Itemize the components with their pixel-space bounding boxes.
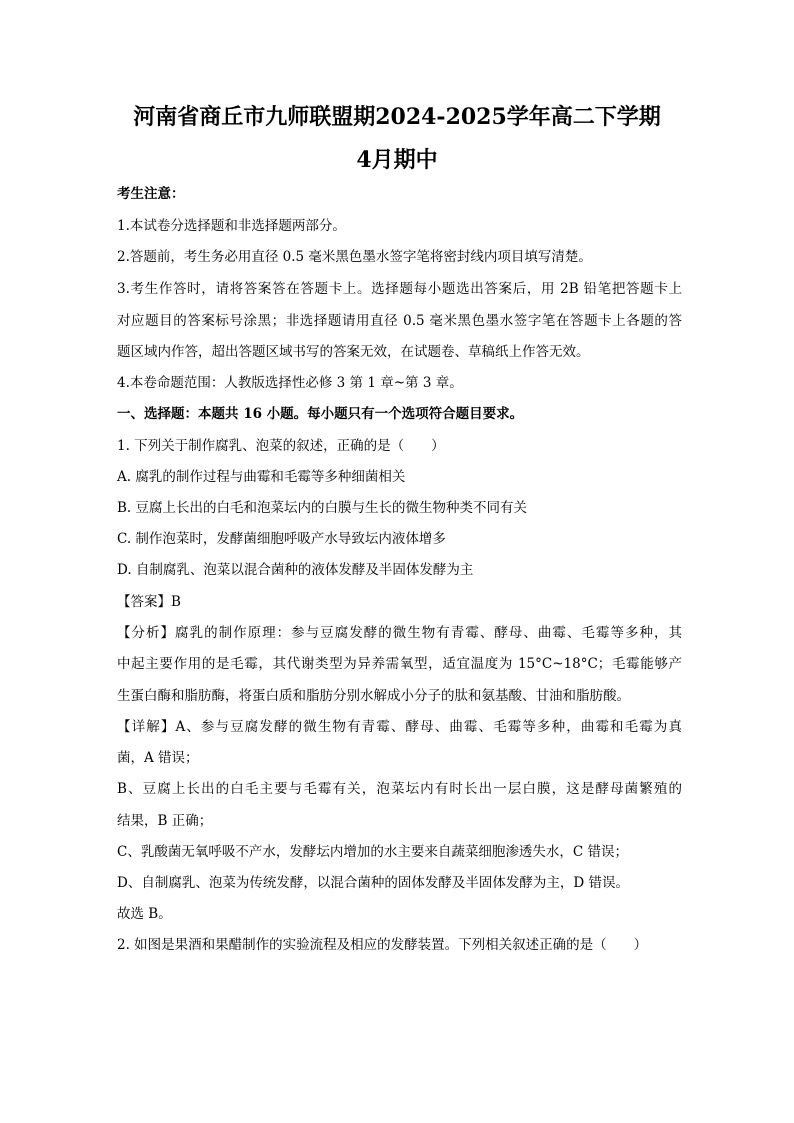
question-1-option-b: B. 豆腐上长出的白毛和泡菜坛内的白膜与生长的微生物种类不同有关 — [117, 500, 528, 516]
question-1-detail-line-1: 【详解】A、参与豆腐发酵的微生物有青霉、酵母、曲霉、毛霉等多种，曲霉和毛霉为真 — [117, 719, 682, 735]
section-1-heading: 一、选择题：本题共 16 小题。每小题只有一个选项符合题目要求。 — [117, 406, 524, 422]
notice-item-3-line-1: 3.考生作答时，请将答案答在答题卡上。选择题每小题选出答案后，用 2B 铅笔把答题卡上 — [117, 281, 682, 297]
question-1-option-d: D. 自制腐乳、泡菜以混合菌种的液体发酵及半固体发酵为主 — [117, 562, 474, 578]
question-1-detail-line-5: C、乳酸菌无氧呼吸不产水，发酵坛内增加的水主要来自蔬菜细胞渗透失水，C 错误； — [117, 844, 628, 860]
question-1-option-a: A. 腐乳的制作过程与曲霉和毛霉等多种细菌相关 — [117, 469, 406, 485]
notice-item-3-line-3: 题区域内作答，超出答题区域书写的答案无效，在试题卷、草稿纸上作答无效。 — [117, 344, 590, 360]
question-1-option-c: C. 制作泡菜时，发酵菌细胞呼吸产水导致坛内液体增多 — [117, 531, 446, 547]
notice-heading: 考生注意： — [117, 186, 185, 202]
question-1-analysis-line-3: 生蛋白酶和脂肪酶，将蛋白质和脂肪分别水解成小分子的肽和氨基酸、甘油和脂肪酸。 — [117, 688, 630, 704]
question-1-detail-line-2: 菌，A 错误； — [117, 750, 199, 766]
question-1-answer: 【答案】B — [117, 594, 181, 610]
notice-item-1: 1.本试卷分选择题和非选择题两部分。 — [117, 218, 346, 234]
question-1-detail-line-3: B、豆腐上长出的白毛主要与毛霉有关，泡菜坛内有时长出一层白膜，这是酵母菌繁殖的 — [117, 781, 682, 797]
question-1-analysis-line-1: 【分析】腐乳的制作原理：参与豆腐发酵的微生物有青霉、酵母、曲霉、毛霉等多种，其 — [117, 625, 682, 641]
question-1-conclusion: 故选 B。 — [117, 906, 172, 922]
notice-item-3-line-2: 对应题目的答案标号涂黑；非选择题请用直径 0.5 毫米黑色墨水签字笔在答题卡上各题的答 — [117, 313, 682, 329]
question-1-analysis-line-2: 中起主要作用的是毛霉，其代谢类型为异养需氧型，适宜温度为 15°C~18°C；毛霉能够产 — [117, 656, 682, 672]
question-1-stem: 1. 下列关于制作腐乳、泡菜的叙述，正确的是（ ） — [117, 438, 445, 454]
question-1-detail-line-4: 结果，B 正确； — [117, 813, 213, 829]
exam-title-line-1: 河南省商丘市九师联盟期2024-2025学年高二下学期 — [133, 104, 661, 130]
question-1-detail-line-6: D、自制腐乳、泡菜为传统发酵，以混合菌种的固体发酵及半固体发酵为主，D 错误。 — [117, 875, 629, 891]
notice-item-2: 2.答题前，考生务必用直径 0.5 毫米黑色墨水签字笔将密封线内项目填写清楚。 — [117, 249, 592, 265]
question-2-stem: 2. 如图是果酒和果醋制作的实验流程及相应的发酵装置。下列相关叙述正确的是（ ） — [117, 937, 648, 953]
exam-title-line-2: 4月期中 — [356, 147, 438, 173]
notice-item-4: 4.本卷命题范围：人教版选择性必修 3 第 1 章~第 3 章。 — [117, 375, 463, 391]
